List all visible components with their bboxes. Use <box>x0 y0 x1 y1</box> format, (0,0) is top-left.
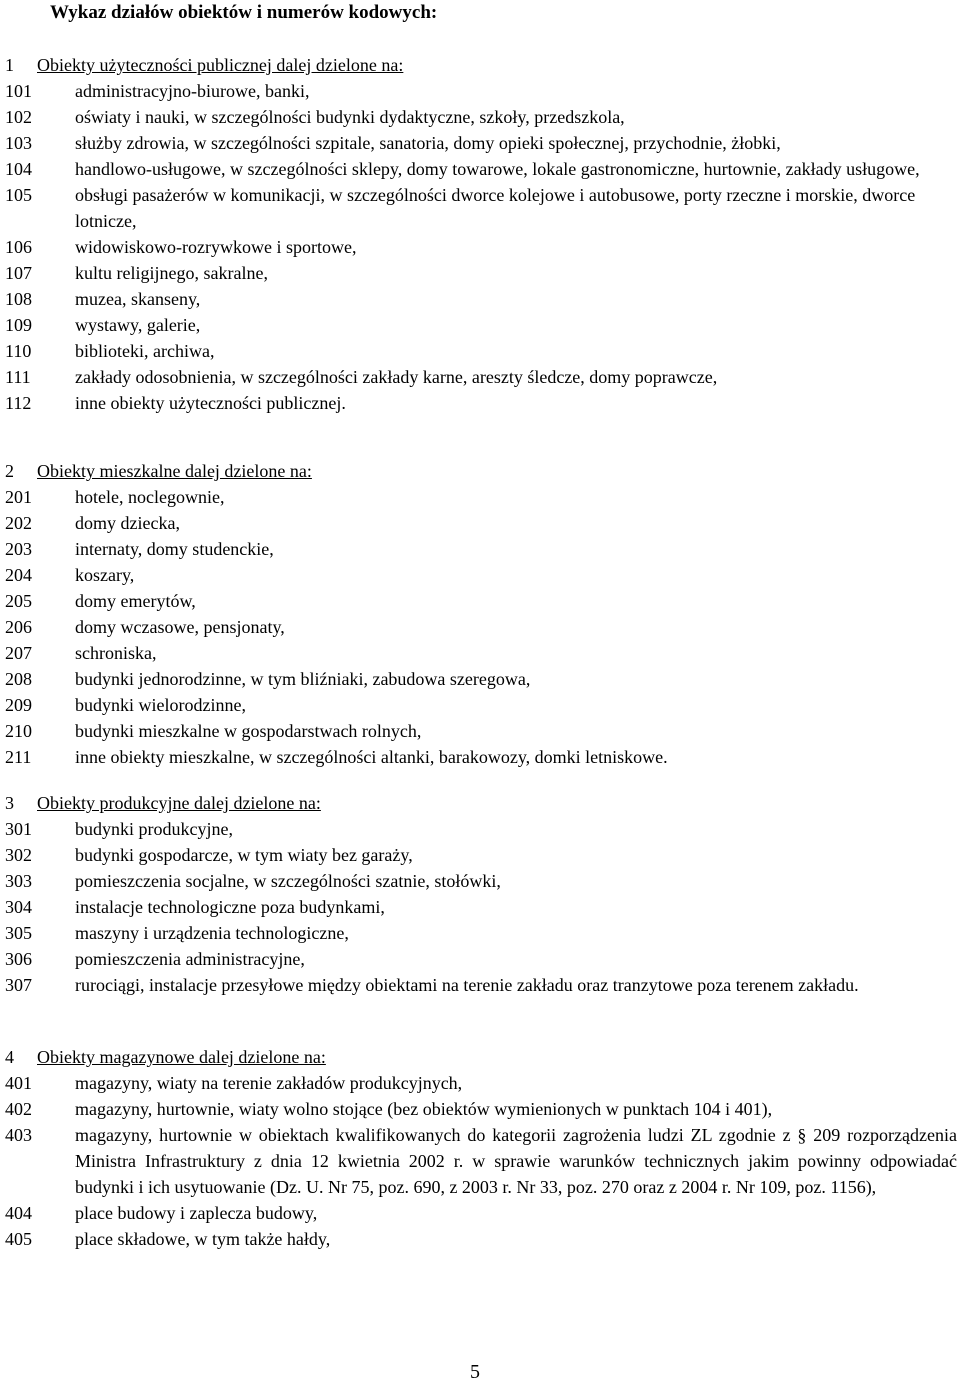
item-code: 307 <box>5 975 32 995</box>
item-text: budynki wielorodzinne, <box>75 695 246 715</box>
list-item <box>5 868 957 894</box>
section-heading <box>5 458 312 484</box>
list-item <box>5 692 957 718</box>
list-item <box>5 972 957 998</box>
section-number: 2 <box>5 461 14 481</box>
item-code: 204 <box>5 565 32 585</box>
section-heading <box>5 790 321 816</box>
item-code: 105 <box>5 185 32 205</box>
item-text: budynki jednorodzinne, w tym bliźniaki, zabudowa szeregowa, <box>75 669 531 689</box>
item-code: 405 <box>5 1229 32 1249</box>
item-code: 110 <box>5 341 32 361</box>
list-item <box>5 1070 957 1096</box>
item-text: muzea, skanseny, <box>75 289 201 309</box>
item-text: hotele, noclegownie, <box>75 487 225 507</box>
item-code: 101 <box>5 81 32 101</box>
list-item <box>5 286 957 312</box>
item-code: 108 <box>5 289 32 309</box>
item-code: 303 <box>5 871 32 891</box>
item-code: 207 <box>5 643 32 663</box>
list-item <box>5 104 957 130</box>
item-text: place składowe, w tym także hałdy, <box>75 1229 331 1249</box>
item-text: magazyny, wiaty na terenie zakładów produkcyjnych, <box>75 1073 463 1093</box>
section-heading-text: Obiekty magazynowe dalej dzielone na: <box>37 1047 326 1067</box>
item-text: domy wczasowe, pensjonaty, <box>75 617 285 637</box>
item-code: 208 <box>5 669 32 689</box>
item-text: pomieszczenia administracyjne, <box>75 949 305 969</box>
item-text: oświaty i nauki, w szczególności budynki dydaktyczne, szkoły, przedszkola, <box>75 107 625 127</box>
item-text: magazyny, hurtownie w obiektach kwalifikowanych do kategorii zagrożenia ludzi ZL zgodnie z § 209 rozporządzenia Ministra Infrastruktury z dnia 12 kwietnia 2002 r. w sprawie warunków technicznych jakim powinny odpowiadać budynki i ich usytuowanie (Dz. U. Nr 75, poz. 690, z 2003 r. Nr 33, poz. 270 oraz z 2004 r. Nr 109, poz. 1156), <box>75 1125 957 1197</box>
item-code: 404 <box>5 1203 32 1223</box>
item-text: internaty, domy studenckie, <box>75 539 274 559</box>
section-heading <box>5 52 403 78</box>
section-heading-text: Obiekty produkcyjne dalej dzielone na: <box>37 793 321 813</box>
item-code: 302 <box>5 845 32 865</box>
item-code: 206 <box>5 617 32 637</box>
list-item <box>5 588 957 614</box>
section-number: 3 <box>5 793 14 813</box>
item-code: 102 <box>5 107 32 127</box>
section-number: 4 <box>5 1047 14 1067</box>
section-4 <box>5 1044 957 1252</box>
list-item <box>5 666 957 692</box>
section-heading <box>5 1044 326 1070</box>
list-item <box>5 182 957 234</box>
list-item <box>5 614 957 640</box>
item-text: administracyjno-biurowe, banki, <box>75 81 310 101</box>
item-text: schroniska, <box>75 643 157 663</box>
section-1 <box>5 52 957 416</box>
item-text: służby zdrowia, w szczególności szpitale, sanatoria, domy opieki społecznej, przychodnie, żłobki, <box>75 133 781 153</box>
section-heading-text: Obiekty użyteczności publicznej dalej dzielone na: <box>37 55 404 75</box>
item-text: budynki produkcyjne, <box>75 819 233 839</box>
item-text: magazyny, hurtownie, wiaty wolno stojące (bez obiektów wymienionych w punktach 104 i 401), <box>75 1099 773 1119</box>
item-text: biblioteki, archiwa, <box>75 341 215 361</box>
list-item <box>5 920 957 946</box>
list-item <box>5 260 957 286</box>
item-text: budynki mieszkalne w gospodarstwach rolnych, <box>75 721 422 741</box>
item-code: 104 <box>5 159 32 179</box>
list-item <box>5 894 957 920</box>
item-text: instalacje technologiczne poza budynkami, <box>75 897 385 917</box>
list-item <box>5 312 957 338</box>
item-text: inne obiekty mieszkalne, w szczególności altanki, barakowozy, domki letniskowe. <box>75 747 668 767</box>
item-code: 306 <box>5 949 32 969</box>
item-code: 112 <box>5 393 32 413</box>
list-item <box>5 640 957 666</box>
item-text: budynki gospodarcze, w tym wiaty bez garaży, <box>75 845 413 865</box>
item-text: zakłady odosobnienia, w szczególności zakłady karne, areszty śledcze, domy poprawcze, <box>75 367 718 387</box>
item-code: 401 <box>5 1073 32 1093</box>
list-item <box>5 718 957 744</box>
item-text: inne obiekty użyteczności publicznej. <box>75 393 346 413</box>
list-item <box>5 536 957 562</box>
item-text: maszyny i urządzenia technologiczne, <box>75 923 349 943</box>
item-code: 103 <box>5 133 32 153</box>
list-item <box>5 1122 957 1200</box>
section-3 <box>5 790 957 998</box>
item-text: kultu religijnego, sakralne, <box>75 263 268 283</box>
item-code: 304 <box>5 897 32 917</box>
list-item <box>5 510 957 536</box>
list-item <box>5 130 957 156</box>
item-code: 305 <box>5 923 32 943</box>
item-text: domy emerytów, <box>75 591 196 611</box>
list-item <box>5 1200 957 1226</box>
item-code: 109 <box>5 315 32 335</box>
list-item <box>5 78 957 104</box>
item-text: obsługi pasażerów w komunikacji, w szczególności dworce kolejowe i autobusowe, porty rzeczne i morskie, dworce lotnicze, <box>75 185 916 231</box>
list-item <box>5 484 957 510</box>
item-code: 209 <box>5 695 32 715</box>
item-code: 106 <box>5 237 32 257</box>
list-item <box>5 946 957 972</box>
item-code: 201 <box>5 487 32 507</box>
list-item <box>5 364 957 390</box>
item-text: wystawy, galerie, <box>75 315 201 335</box>
item-code: 205 <box>5 591 32 611</box>
item-text: place budowy i zaplecza budowy, <box>75 1203 318 1223</box>
item-code: 107 <box>5 263 32 283</box>
list-item <box>5 338 957 364</box>
section-2 <box>5 458 957 770</box>
list-item <box>5 842 957 868</box>
list-item <box>5 816 957 842</box>
section-number: 1 <box>5 55 14 75</box>
item-code: 203 <box>5 539 32 559</box>
list-item <box>5 1096 957 1122</box>
document-title: Wykaz działów obiektów i numerów kodowych: <box>50 2 438 23</box>
item-text: pomieszczenia socjalne, w szczególności szatnie, stołówki, <box>75 871 501 891</box>
item-code: 211 <box>5 747 32 767</box>
item-code: 301 <box>5 819 32 839</box>
list-item <box>5 156 957 182</box>
item-text: domy dziecka, <box>75 513 180 533</box>
list-item <box>5 1226 957 1252</box>
list-item <box>5 744 957 770</box>
list-item <box>5 234 957 260</box>
item-code: 202 <box>5 513 32 533</box>
item-text: widowiskowo-rozrywkowe i sportowe, <box>75 237 357 257</box>
section-heading-text: Obiekty mieszkalne dalej dzielone na: <box>37 461 312 481</box>
item-code: 402 <box>5 1099 32 1119</box>
item-code: 210 <box>5 721 32 741</box>
list-item <box>5 562 957 588</box>
item-text: rurociągi, instalacje przesyłowe między obiektami na terenie zakładu oraz tranzytowe poza terenem zakładu. <box>75 975 859 995</box>
list-item <box>5 390 957 416</box>
item-text: koszary, <box>75 565 135 585</box>
item-code: 111 <box>5 367 31 387</box>
page-number: 5 <box>470 1361 480 1383</box>
item-text: handlowo-usługowe, w szczególności sklepy, domy towarowe, lokale gastronomiczne, hurtownie, zakłady usługowe, <box>75 159 920 179</box>
item-code: 403 <box>5 1125 32 1145</box>
